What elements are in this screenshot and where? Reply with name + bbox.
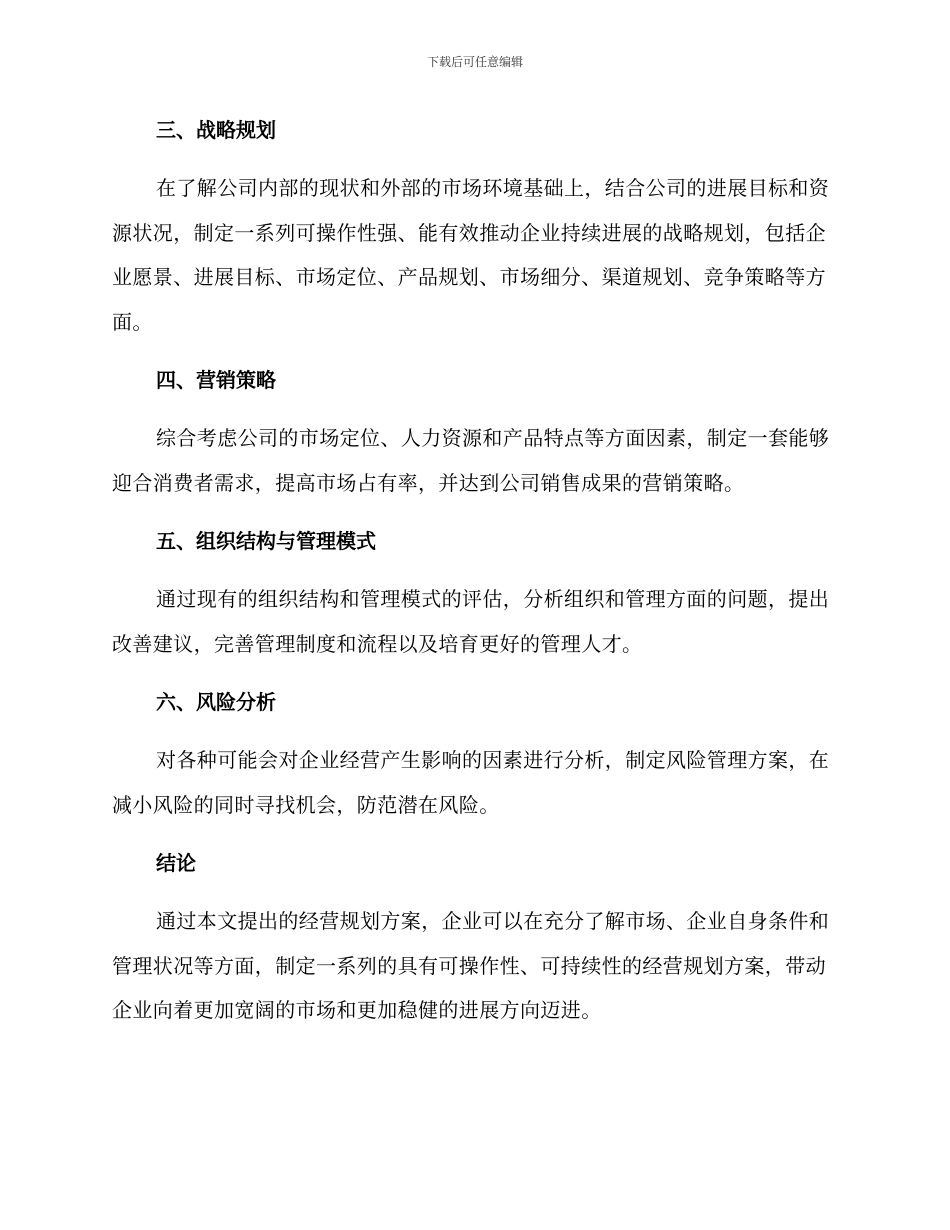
- section-paragraph: 在了解公司内部的现状和外部的市场环境基础上，结合公司的进展目标和资源状况，制定一系列可操作性强、能有效推动企业持续进展的战略规划，包括企业愿景、进展目标、市场定位、产品规划、市场细分、渠道规划、竞争策略等方面。: [112, 176, 830, 334]
- section-risk-analysis: [112, 680, 840, 827]
- section-paragraph: 对各种可能会对企业经营产生影响的因素进行分析，制定风险管理方案，在减小风险的同时寻找机会，防范潜在风险。: [112, 748, 830, 817]
- section-conclusion: [112, 841, 840, 1033]
- section-heading: 三、战略规划: [156, 118, 276, 142]
- page-header: 下载后可任意编辑: [426, 55, 523, 69]
- section-heading: 四、营销策略: [156, 368, 276, 392]
- section-organization-management: [112, 519, 840, 666]
- section-paragraph: 通过现有的组织结构和管理模式的评估，分析组织和管理方面的问题，提出改善建议，完善管理制度和流程以及培育更好的管理人才。: [112, 587, 830, 656]
- section-heading: 结论: [156, 851, 196, 875]
- section-paragraph: 通过本文提出的经营规划方案，企业可以在充分了解市场、企业自身条件和管理状况等方面，制定一系列的具有可操作性、可持续性的经营规划方案，带动企业向着更加宽阔的市场和更加稳健的进展方向迈进。: [112, 909, 830, 1022]
- document-body: [112, 108, 840, 1047]
- section-paragraph: 综合考虑公司的市场定位、人力资源和产品特点等方面因素，制定一套能够迎合消费者需求，提高市场占有率，并达到公司销售成果的营销策略。: [112, 426, 830, 495]
- section-strategy-planning: [112, 108, 840, 344]
- section-heading: 六、风险分析: [156, 690, 276, 714]
- section-heading: 五、组织结构与管理模式: [156, 529, 376, 553]
- section-marketing-strategy: [112, 358, 840, 505]
